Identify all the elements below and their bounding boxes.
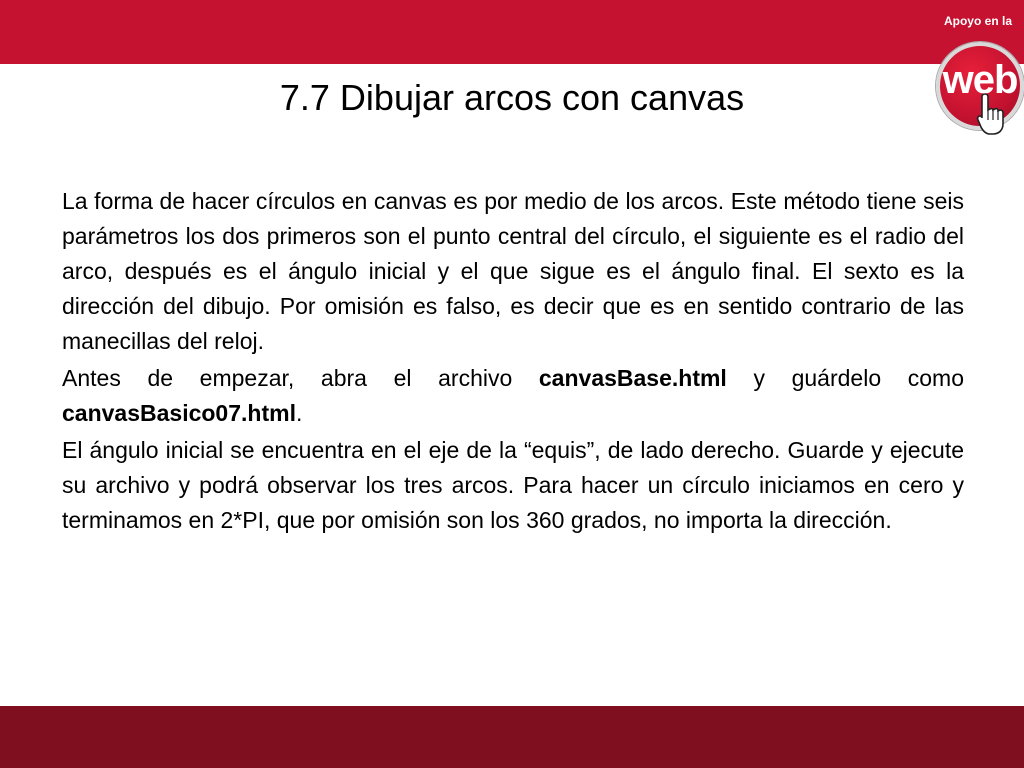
logo-word: web: [942, 58, 1018, 102]
paragraph-open-file: [62, 361, 964, 431]
file-name-canvasbasico07: canvasBasico07.html: [62, 400, 296, 426]
paragraph-arc-parameters: La forma de hacer círculos en canvas es por medio de los arcos. Este método tiene seis parámetros los dos primeros son el punto central del círculo, el siguiente es el radio del arco, después es el ángulo inicial y el que sigue es el ángulo final. El sexto es la dirección del dibujo. Por omisión es falso, es decir que es en sentido contrario de las manecillas del reloj.: [62, 188, 964, 354]
paragraph2-text-3: .: [295, 400, 303, 426]
paragraph-start-angle: El ángulo inicial se encuentra en el eje de la “equis”, de lado derecho. Guarde y ejecute su archivo y podrá observar los tres arcos. Para hacer un círculo iniciamos en cero y terminamos en 2*PI, que por omisión son los 360 grados, no importa la dirección.: [62, 437, 964, 533]
slide-title: 7.7 Dibujar arcos con canvas: [279, 77, 745, 118]
logo-caption: Apoyo en la: [943, 14, 1012, 28]
bottom-banner: [0, 706, 1024, 768]
paragraph2-text-1: Antes de empezar, abra el archivo: [62, 365, 539, 391]
file-name-canvasbase: canvasBase.html: [538, 365, 727, 391]
top-banner: [0, 0, 1024, 64]
paragraph2-text-2: y guárdelo como: [726, 365, 964, 391]
slide-body: [62, 184, 964, 540]
